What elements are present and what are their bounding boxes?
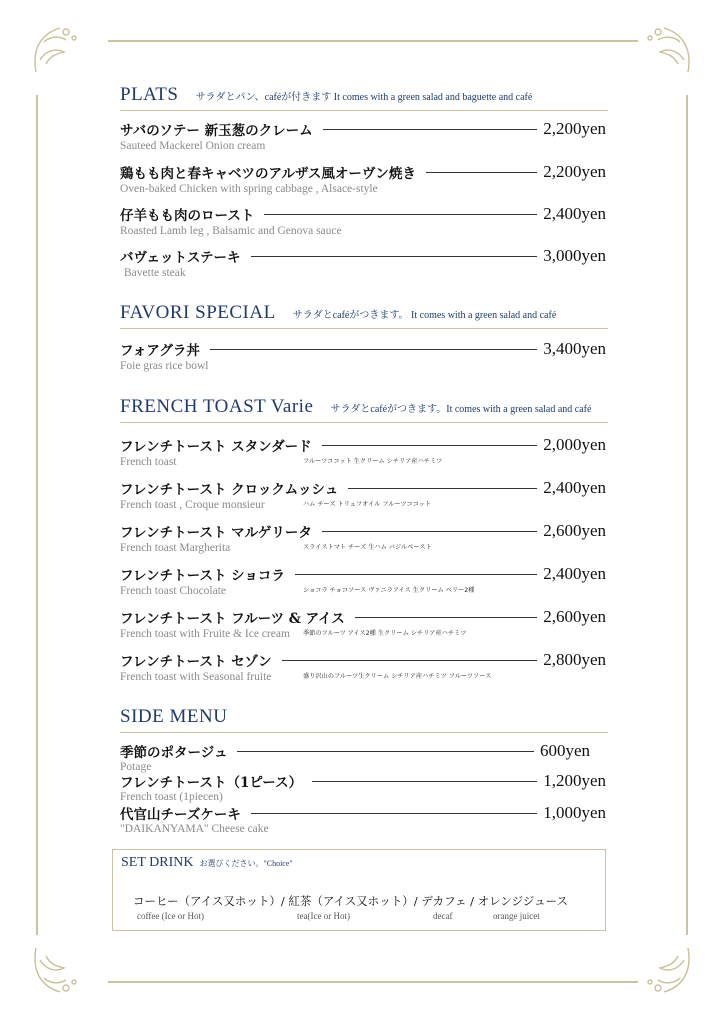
menu-item [120,563,606,601]
menu-item [120,161,606,199]
item-name-jp: フォアグラ丼 [120,343,200,359]
section-header-favori [120,302,608,329]
leader-line [355,617,537,618]
item-price: 2,400yen [543,204,606,223]
menu-item [120,203,606,241]
item-name-en: Foie gras rice bowl [120,360,209,372]
item-price: 2,200yen [543,119,606,138]
menu-item [120,771,606,803]
section-title: SIDE MENU [120,706,228,727]
item-price: 2,600yen [543,607,606,626]
flourish-ornament-icon [642,944,698,1000]
section-note: サラダとパン、caféが付きます It comes with a green salad and baguette and café [195,92,533,103]
drink-option-en: orange juicet [493,911,540,921]
item-name-jp: フレンチトースト フルーツ & アイス [120,611,345,627]
item-price: 2,200yen [543,162,606,181]
item-name-jp: フレンチトースト マルゲリータ [120,525,312,541]
item-price: 2,000yen [543,435,606,454]
item-name-en: Oven-baked Chicken with spring cabbage , Alsace-style [120,183,378,195]
section-header-side-menu [120,706,608,733]
item-name-en: French toast (1piecen) [120,791,223,803]
item-detail: フルーツココット 生クリーム シチリア産ハチミツ [303,458,443,465]
item-price: 600yen [539,741,590,760]
menu-item [120,803,606,835]
item-price: 1,200yen [543,771,606,790]
leader-line [251,256,538,257]
item-price: 1,000yen [543,803,606,822]
menu-item [120,434,606,472]
section-note: サラダとcaféがつきます。 It comes with a green salad and café [292,310,557,321]
item-name-jp: フレンチトースト ショコラ [120,568,285,584]
item-name-en: French toast Margherita [120,542,231,554]
flourish-ornament-icon [26,20,82,76]
menu-item [120,649,606,687]
item-name-en: Potage [120,761,152,773]
set-drink-note: お選びください。"Choice" [199,859,293,868]
frame-rule-top [108,40,638,42]
item-name-jp: 季節のポタージュ [120,745,228,761]
leader-line [323,129,538,130]
item-price: 2,600yen [543,521,606,540]
section-title: FAVORI SPECIAL [120,302,276,323]
set-drink-box [112,849,606,931]
menu-item [120,606,606,644]
leader-line [348,488,537,489]
item-price: 2,400yen [543,564,606,583]
frame-rule-bottom [108,981,638,983]
set-drink-title: SET DRINK [121,855,194,870]
item-name-jp: バヴェットステーキ [120,250,241,266]
menu-item [120,245,606,283]
section-note: サラダとcaféがつきます。It comes with a green salad and café [330,404,592,415]
set-drink-heading [121,855,293,871]
set-drink-options: コーヒー（アイス又ホット）/ 紅茶（アイス又ホット）/ デカフェ / オレンジジュース [133,894,569,908]
item-detail: 季節のフルーツ アイス2種 生クリーム シチリア産ハチミツ [303,630,467,637]
item-price: 2,400yen [543,478,606,497]
frame-rule-left [36,95,38,935]
item-name-en: Bavette steak [124,267,186,279]
item-name-en: French toast [120,456,177,468]
flourish-ornament-icon [642,20,698,76]
menu-item [120,338,606,376]
leader-line [322,445,538,446]
menu-item [120,477,606,515]
leader-line [312,781,537,782]
drink-option-en: decaf [433,911,453,921]
item-price: 3,400yen [543,339,606,358]
section-header-french-toast [120,396,608,423]
leader-line [237,751,533,752]
item-name-jp: 代官山チーズケーキ [120,807,241,823]
leader-line [251,813,537,814]
drink-option-en: tea(Ice or Hot) [297,911,350,921]
item-name-jp: 仔羊もも肉のロースト [120,208,255,224]
item-detail: ハム チーズ トリュフオイル フルーツココット [303,501,432,508]
item-name-en: French toast with Seasonal fruite [120,671,272,683]
section-title: FRENCH TOAST Varie [120,396,314,417]
leader-line [282,660,538,661]
leader-line [295,574,537,575]
leader-line [426,172,537,173]
item-name-en: Roasted Lamb leg , Balsamic and Genova sauce [120,225,342,237]
leader-line [264,214,537,215]
item-detail: スライストマト チーズ 生ハム バジルペースト [303,544,432,551]
item-name-jp: サバのソテー 新玉葱のクレーム [120,123,313,139]
item-name-jp: フレンチトースト クロックムッシュ [120,482,339,498]
item-detail: 盛り沢山のフルーツ生クリーム シチリア産ハチミツ フルーツソース [303,673,492,680]
flourish-ornament-icon [26,944,82,1000]
leader-line [322,531,537,532]
leader-line [210,349,537,350]
frame-rule-right [686,95,688,935]
menu-item [120,118,606,156]
section-title: PLATS [120,84,179,105]
item-name-en: Sauteed Mackerel Onion cream [120,140,266,152]
item-detail: ショコラ チョコソース ヴァニラアイス 生クリーム ベリー2種 [303,587,475,594]
drink-option-en: coffee (Ice or Hot) [137,911,205,921]
item-name-jp: フレンチトースト（1ピース） [120,775,303,791]
item-price: 2,800yen [543,650,606,669]
item-name-en: "DAIKANYAMA" Cheese cake [120,823,269,835]
item-price: 3,000yen [543,246,606,265]
item-name-jp: フレンチトースト スタンダード [120,439,312,455]
item-name-jp: 鶏もも肉と春キャベツのアルザス風オーヴン焼き [120,166,416,182]
menu-item [120,520,606,558]
item-name-jp: フレンチトースト セゾン [120,654,272,670]
item-name-en: French toast Chocolate [120,585,227,597]
item-name-en: French toast with Fruite & Ice cream [120,628,290,640]
item-name-en: French toast , Croque monsieur [120,499,265,511]
menu-item [120,741,606,773]
section-header-plats [120,84,608,111]
